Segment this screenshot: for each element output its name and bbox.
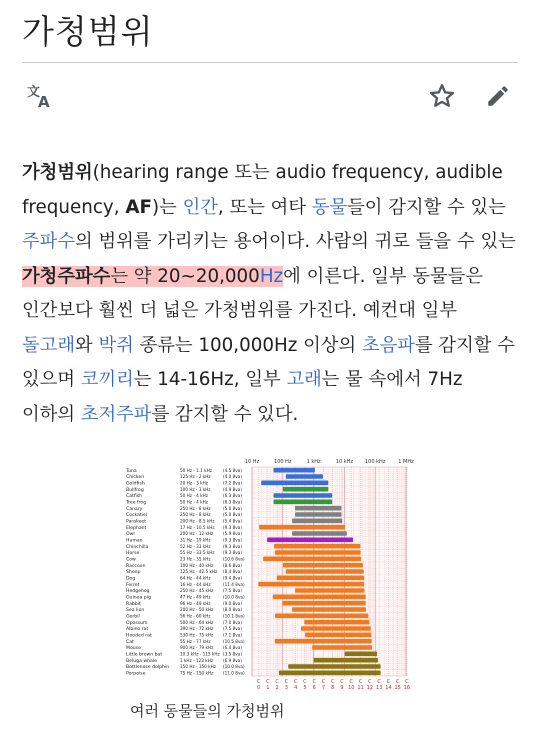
range-label: 530 Hz - 75 kHz <box>180 632 214 638</box>
text: 와 <box>74 334 99 356</box>
animal-name-label: Tuna <box>126 468 137 474</box>
range-bar <box>274 493 333 498</box>
animal-name-label: Hedgehog <box>126 589 150 595</box>
animal-name-label: Sea lion <box>126 608 145 614</box>
octave-note-label: C <box>266 679 270 685</box>
range-label: 55 Hz - 77 kHz <box>180 638 211 644</box>
animal-name-label: Albino rat <box>126 627 149 633</box>
bottom-tick-label: 15 <box>394 685 401 691</box>
range-label: 900 Hz - 79 kHz <box>180 645 214 651</box>
octave-note-label: C <box>321 679 326 685</box>
range-bar <box>275 614 368 619</box>
top-tick-label: 100 kHz <box>364 459 386 465</box>
figure-caption: 여러 동물들의 가청범위 <box>130 702 285 720</box>
range-label: 96 Hz - 49 kHz <box>180 600 211 606</box>
range-label: 50 Hz - 1.1 kHz <box>180 467 212 473</box>
link-animal[interactable]: 동물 <box>311 196 348 218</box>
octave-note-label: C <box>358 679 363 685</box>
watch-button[interactable] <box>424 78 460 114</box>
animal-name-label: Porpoise <box>126 671 146 677</box>
animal-name-label: Bottlenose dolphin <box>126 665 170 671</box>
range-bar <box>286 569 364 574</box>
highlighted-text <box>22 266 283 287</box>
animal-name-label: Catfish <box>126 494 143 500</box>
bottom-tick-label: 7 <box>321 685 326 691</box>
link-human[interactable]: 인간 <box>182 196 218 218</box>
animal-name-label: Mouse <box>126 646 141 652</box>
range-label: 200 Hz - 8.5 kHz <box>180 518 215 524</box>
range-label: 250 Hz - 45 kHz <box>180 588 214 594</box>
range-bar <box>286 474 323 479</box>
animal-name-label: Chinchilla <box>126 544 149 550</box>
bottom-tick-label: 4 <box>294 685 298 691</box>
octave-note-label: C <box>386 679 391 685</box>
range-bar <box>275 550 361 555</box>
range-bar <box>292 519 342 524</box>
range-label: 100 Hz - 3 kHz <box>180 486 211 492</box>
bottom-tick-label: 8 <box>331 685 335 691</box>
range-label: 200 Hz - 12 kHz <box>180 531 214 537</box>
link-dolphin[interactable]: 돌고래 <box>22 334 75 356</box>
octave-count-label: (10.0 8va) <box>223 594 245 600</box>
range-label: 150 Hz - 150 kHz <box>180 664 216 670</box>
range-bar <box>301 626 371 631</box>
bottom-tick-label: 1 <box>266 685 270 691</box>
octave-note-label: C <box>256 679 261 685</box>
octave-note-label: C <box>293 679 298 685</box>
bottom-tick-label: 13 <box>375 685 383 691</box>
range-label: 23 Hz - 35 kHz <box>180 556 211 562</box>
range-label: 52 Hz - 33 kHz <box>180 543 211 549</box>
animal-name-label: Canary <box>126 506 143 512</box>
range-bar <box>274 500 333 505</box>
text: 를 감지할 수 있으며 <box>22 334 515 390</box>
link-ultrasound[interactable]: 초음파 <box>361 334 415 356</box>
link-hz[interactable]: Hz <box>259 265 284 287</box>
animal-name-label: Goldfish <box>126 481 145 487</box>
octave-note-label: C <box>405 679 409 685</box>
range-bar <box>277 576 364 581</box>
animal-name-label: Bullfrog <box>126 487 144 493</box>
octave-count-label: (10.1 8va) <box>223 613 245 619</box>
octave-count-label: (7.2 8va) <box>223 480 242 486</box>
range-label: 10.3 kHz - 115 kHz <box>180 651 220 657</box>
edit-button[interactable] <box>480 78 516 114</box>
range-bar <box>288 664 380 669</box>
range-label: 64 Hz - 44 kHz <box>180 575 211 581</box>
page-title: 가청범위 <box>22 12 154 51</box>
animal-name-label: Beluga whale <box>126 658 157 664</box>
octave-note-label: C <box>377 679 381 685</box>
bottom-tick-label: 10 <box>348 685 355 691</box>
octave-note-label: C <box>349 679 354 685</box>
text: 의 범위를 가리키는 용어이다. 사람의 귀로 들을 수 있는 <box>74 231 516 252</box>
range-bar <box>314 658 378 663</box>
range-bar <box>279 671 381 676</box>
range-label: 20 Hz - 3 kHz <box>180 480 208 486</box>
abbr-bold: AF <box>125 196 152 218</box>
animal-name-label: Little brown bat <box>126 652 163 658</box>
hearing-range-chart[interactable] <box>122 454 422 694</box>
bottom-tick-label: 14 <box>385 685 392 691</box>
animal-name-label: Tree frog <box>126 500 147 506</box>
range-label: 55 Hz - 33.5 kHz <box>180 550 215 556</box>
term-audible-frequency: 가청주파수 <box>22 265 111 287</box>
link-elephant[interactable]: 코끼리 <box>80 369 134 390</box>
octave-count-label: (9.3 8va) <box>223 537 242 543</box>
bottom-tick-label: 2 <box>275 685 279 691</box>
range-label: 125 Hz - 2 kHz <box>180 474 211 480</box>
octave-count-label: (6.9 8va) <box>223 657 242 663</box>
octave-count-label: (7.5 8va) <box>223 588 242 594</box>
star-icon <box>428 82 456 110</box>
text: )는 <box>151 196 183 218</box>
range-label: 47 Hz - 49 kHz <box>180 594 211 600</box>
text: 종류는 100,000Hz 이상의 <box>133 334 362 356</box>
term-bold: 가청범위 <box>22 162 93 183</box>
bottom-tick-label: 3 <box>284 685 288 691</box>
top-tick-label: 1 MHz <box>398 459 414 465</box>
octave-count-label: (5.4 8va) <box>223 518 242 524</box>
octave-count-label: (4.5 8va) <box>223 467 242 473</box>
animal-name-label: Cat <box>126 639 134 645</box>
range-bar <box>292 607 366 612</box>
octave-count-label: (9.0 8va) <box>223 600 242 606</box>
animal-name-label: Horse <box>126 551 140 557</box>
link-infrasound[interactable]: 초저주파 <box>80 403 152 425</box>
octave-note-label: C <box>312 679 316 685</box>
svg-text:文: 文 <box>27 85 41 100</box>
range-label: 125 Hz - 42.5 kHz <box>180 569 218 575</box>
range-bar <box>273 595 366 600</box>
bottom-tick-label: 0 <box>256 685 261 691</box>
bottom-tick-label: 6 <box>312 685 316 691</box>
bottom-tick-label: 12 <box>366 685 374 691</box>
octave-count-label: (10.0 8va) <box>223 664 245 670</box>
animal-name-label: Owl <box>126 532 135 538</box>
octave-note-label: C <box>395 679 400 685</box>
article-paragraph <box>22 156 518 432</box>
range-label: 50 Hz - 4 kHz <box>180 493 208 499</box>
page-toolbar <box>0 78 540 118</box>
animal-name-label: Cockatiel <box>126 513 148 519</box>
pencil-icon <box>485 83 511 109</box>
range-bar <box>292 531 347 536</box>
top-tick-label: 100 Hz <box>274 459 292 465</box>
text: 는 14-16Hz, 일부 <box>133 369 287 390</box>
octave-count-label: (9.4 8va) <box>223 575 242 581</box>
language-button[interactable] <box>22 78 58 114</box>
octave-count-label: (9.3 8va) <box>223 550 242 556</box>
translate-icon <box>26 82 54 110</box>
range-label: 200 Hz - 50 kHz <box>180 607 214 613</box>
range-label: 1 kHz - 123 kHz <box>180 657 214 663</box>
svg-text:A: A <box>38 93 50 110</box>
octave-note-label: C <box>368 679 372 685</box>
octave-count-label: (5.0 8va) <box>223 512 242 518</box>
octave-count-label: (10.6 8va) <box>223 556 245 562</box>
range-bar <box>295 506 341 511</box>
octave-count-label: (9.3 8va) <box>223 524 242 530</box>
octave-note-label: C <box>340 679 344 685</box>
range-label: 390 Hz - 72 kHz <box>180 626 214 632</box>
octave-count-label: (8.4 8va) <box>223 569 242 575</box>
octave-note-label: C <box>275 679 279 685</box>
range-bar <box>261 481 328 486</box>
range-label: 250 Hz - 8 kHz <box>180 512 211 518</box>
animal-name-label: Elephant <box>126 525 147 531</box>
range-label: 56 Hz - 60 kHz <box>180 613 211 619</box>
top-tick-label: 1 kHz <box>306 459 321 465</box>
animal-name-label: Guinea pig <box>126 595 151 601</box>
bottom-tick-label: 9 <box>340 685 344 691</box>
text: 들이 감지할 수 있는 <box>347 196 506 218</box>
link-frequency[interactable]: 주파수 <box>22 231 75 252</box>
bottom-tick-label: 5 <box>303 685 307 691</box>
text: 는 물 속에서 7Hz 이하의 <box>22 369 463 425</box>
animal-name-label: Parakeet <box>126 519 147 525</box>
range-bar <box>283 563 363 568</box>
octave-count-label: (11.4 8va) <box>223 581 245 587</box>
range-bar <box>267 538 353 543</box>
octave-count-label: (5.9 8va) <box>223 531 242 537</box>
range-bar <box>282 601 365 606</box>
animal-name-label: Sheep <box>126 570 141 576</box>
octave-count-label: (5.0 8va) <box>223 505 242 511</box>
animal-name-label: Rabbit <box>126 601 141 607</box>
text: 에 이른다. 일부 동물들은 인간보다 훨씬 더 넓은 가청범위를 가진다. 예컨대 일부 <box>22 265 483 321</box>
range-label: 500 Hz - 64 kHz <box>180 619 214 625</box>
text: , 또는 여타 <box>217 196 312 218</box>
animal-name-label: Gerbil <box>126 614 140 620</box>
range-bar <box>304 620 369 625</box>
range-label: 31 Hz - 19 kHz <box>180 537 211 543</box>
animal-name-label: Human <box>126 538 143 544</box>
range-label: 100 Hz - 40 kHz <box>180 562 214 568</box>
animal-name-label: Raccoon <box>126 563 146 569</box>
octave-count-label: (6.3 8va) <box>223 493 242 499</box>
range-bar <box>305 633 371 638</box>
range-label: 250 Hz - 8 kHz <box>180 505 211 511</box>
animal-name-label: Ferret <box>126 582 140 588</box>
octave-note-label: C <box>303 679 307 685</box>
octave-count-label: (4.0 8va) <box>223 474 242 480</box>
range-bar <box>259 525 345 530</box>
range-label: 17 Hz - 10.5 kHz <box>180 524 215 530</box>
range-bar <box>295 588 364 593</box>
title-divider <box>22 62 518 63</box>
animal-name-label: Chicken <box>126 475 145 481</box>
octave-count-label: (6.4 8va) <box>223 645 242 651</box>
octave-count-label: (4.9 8va) <box>223 486 242 492</box>
text: 를 감지할 수 있다. <box>151 403 299 425</box>
octave-count-label: (10.5 8va) <box>223 638 245 644</box>
range-bar <box>275 639 372 644</box>
octave-count-label: (7.0 8va) <box>223 619 242 625</box>
octave-count-label: (8.0 8va) <box>223 607 242 613</box>
link-bat[interactable]: 박쥐 <box>98 334 134 356</box>
octave-count-label: (7.5 8va) <box>223 626 242 632</box>
bottom-tick-label: 16 <box>403 685 411 691</box>
range-label: 50 Hz - 4 kHz <box>180 499 208 505</box>
bottom-tick-label: 11 <box>357 685 364 691</box>
animal-name-label: Cow <box>126 557 136 563</box>
octave-count-label: (8.6 8va) <box>223 562 242 568</box>
octave-count-label: (11.0 8va) <box>223 670 245 676</box>
animal-name-label: Opossum <box>126 620 148 626</box>
range-bar <box>274 468 315 473</box>
text: 는 약 20~20,000 <box>110 265 260 287</box>
octave-count-label: (6.3 8va) <box>223 499 242 505</box>
range-bar <box>345 652 377 657</box>
range-label: 75 Hz - 150 kHz <box>180 670 214 676</box>
octave-count-label: (7.1 8va) <box>223 632 242 638</box>
range-bar <box>283 487 328 492</box>
octave-count-label: (3.5 8va) <box>223 651 242 657</box>
animal-name-label: Dog <box>126 576 136 582</box>
range-label: 16 Hz - 44 kHz <box>180 581 211 587</box>
animal-name-label: Hooded rat <box>126 633 152 639</box>
range-bar <box>263 557 361 562</box>
range-bar <box>258 582 364 587</box>
range-bar <box>312 645 372 650</box>
top-tick-label: 10 Hz <box>244 459 260 465</box>
link-whale[interactable]: 고래 <box>286 369 322 390</box>
range-bar <box>295 512 341 517</box>
octave-count-label: (9.3 8va) <box>223 543 242 549</box>
octave-note-label: C <box>331 679 335 685</box>
text: (hearing range 또는 audio frequency, audible frequency, <box>22 162 503 218</box>
top-tick-label: 10 kHz <box>335 459 354 465</box>
octave-note-label: C <box>284 679 289 685</box>
range-bar <box>274 544 360 549</box>
